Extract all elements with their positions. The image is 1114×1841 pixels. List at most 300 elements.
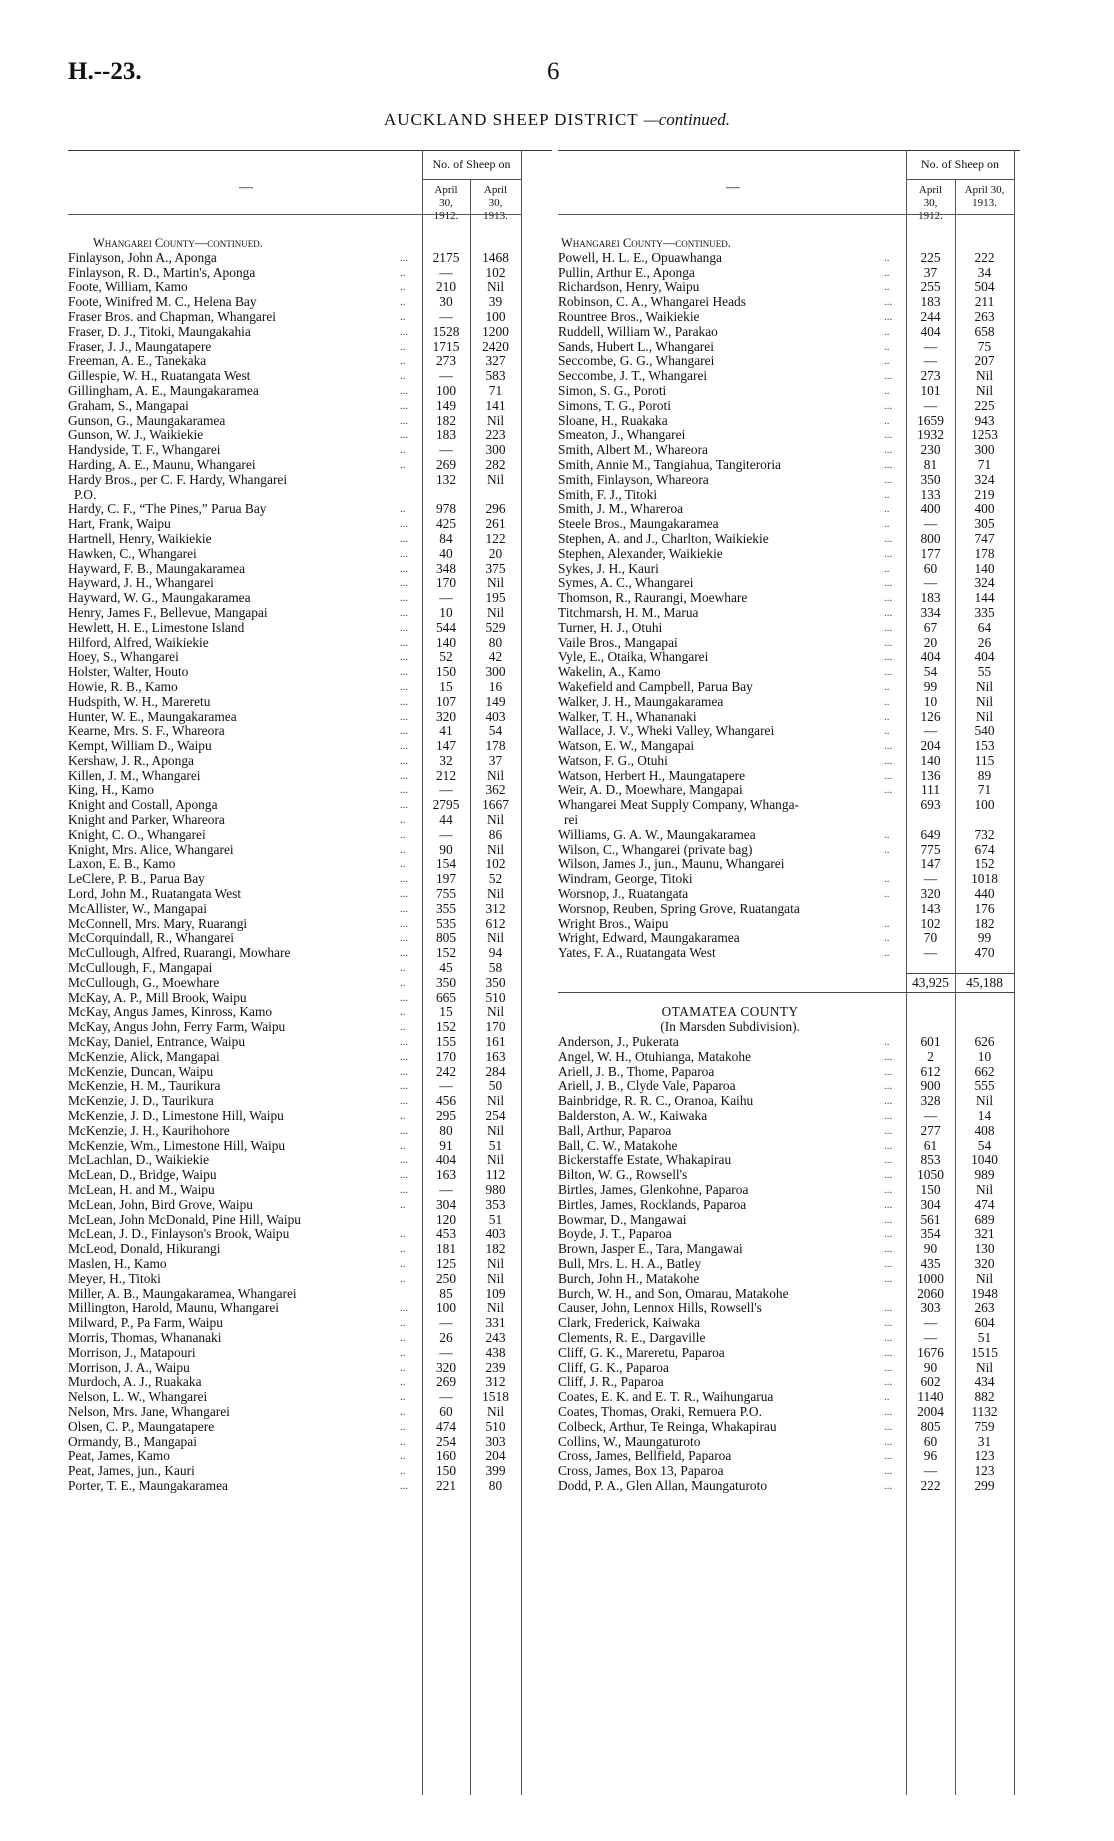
- sheep-1913: 327: [485, 353, 506, 369]
- sheep-1912: 40: [439, 545, 453, 561]
- sheep-1913: 51: [977, 1329, 992, 1345]
- leader-dots: ...: [400, 740, 409, 753]
- sheep-1912: 425: [435, 516, 457, 532]
- table-row: [558, 946, 1020, 961]
- sheep-1913: 195: [485, 590, 506, 606]
- table-row: [558, 532, 1020, 547]
- sheep-1912: 204: [920, 738, 941, 754]
- leader-dots: ...: [400, 651, 409, 664]
- leader-dots: ...: [400, 636, 409, 649]
- sheep-1912: 125: [435, 1255, 457, 1271]
- sheep-1913: 1200: [482, 323, 509, 339]
- owner-name: Worsnop, J., Ruatangata: [558, 887, 689, 902]
- sheep-1913: Nil: [975, 1093, 994, 1109]
- header-rule: [906, 179, 1014, 180]
- leader-dots: ...: [884, 1331, 893, 1344]
- table-row: [68, 857, 552, 872]
- sheep-1913: 759: [974, 1418, 995, 1434]
- sheep-1912: 96: [923, 1448, 938, 1464]
- sheep-1912: 242: [435, 1063, 457, 1079]
- table-row: [68, 1242, 552, 1257]
- table-row: [558, 931, 1020, 946]
- sheep-1912: 143: [920, 900, 941, 916]
- header-bottom-rule: [558, 214, 1014, 215]
- sheep-1912: 32: [439, 752, 453, 768]
- leader-dots: ...: [884, 784, 893, 797]
- sheep-1912: 354: [920, 1226, 941, 1242]
- leader-dots: ..: [400, 1376, 406, 1389]
- sheep-1913: 140: [974, 560, 995, 576]
- table-row: [68, 680, 552, 695]
- sheep-1912: 84: [439, 530, 453, 546]
- owner-name: McKay, Angus James, Kinross, Kamo: [68, 1005, 273, 1020]
- table-row: [68, 517, 552, 532]
- table-row: [68, 1257, 552, 1272]
- owner-name: Coates, Thomas, Oraki, Remuera P.O.: [558, 1404, 762, 1419]
- leader-dots: ..: [884, 1391, 890, 1404]
- sheep-1913: 399: [485, 1463, 506, 1479]
- sheep-1913: 254: [485, 1108, 506, 1124]
- sheep-1913: 1040: [971, 1152, 998, 1168]
- sheep-1912: 404: [920, 323, 941, 339]
- sheep-1913: 300: [485, 442, 506, 458]
- table-row: [558, 1420, 1020, 1435]
- owner-name: McCullough, G., Moewhare: [68, 975, 220, 990]
- leader-dots: ...: [884, 296, 893, 309]
- table-row: [68, 739, 552, 754]
- owner-name: Gillingham, A. E., Maungakaramea: [68, 383, 259, 398]
- owner-name: Smith, Albert M., Whareora: [558, 443, 708, 458]
- sheep-1912: 107: [435, 693, 457, 709]
- table-row: [558, 310, 1020, 325]
- leader-dots: ..: [400, 1139, 406, 1152]
- owner-name: Wakefield and Campbell, Parua Bay: [558, 679, 753, 694]
- leader-dots: ...: [400, 917, 409, 930]
- leader-dots: ...: [884, 429, 893, 442]
- leader-dots: ..: [400, 310, 406, 323]
- owner-name: Morrison, J. A., Waipu: [68, 1360, 190, 1375]
- owner-name: McCorquindall, R., Whangarei: [68, 931, 234, 946]
- sheep-1913: 109: [485, 1285, 506, 1301]
- leader-dots: ..: [884, 873, 890, 886]
- leader-dots: ...: [400, 769, 409, 782]
- table-row: [68, 1153, 552, 1168]
- table-row: [558, 813, 1020, 828]
- leader-dots: ...: [400, 1036, 409, 1049]
- sheep-1913: 64: [977, 619, 992, 635]
- leader-dots: ...: [400, 725, 409, 738]
- owner-name: McKenzie, H. M., Taurikura: [68, 1079, 221, 1094]
- table-row: [68, 1213, 552, 1228]
- sheep-1913: 303: [485, 1433, 506, 1449]
- owner-name: Williams, G. A. W., Maungakaramea: [558, 827, 756, 842]
- table-row: [68, 665, 552, 680]
- table-row: [558, 1109, 1020, 1124]
- sheep-1913: 510: [485, 1418, 506, 1434]
- owner-name: Hoey, S., Whangarei: [68, 650, 179, 665]
- sheep-1913: Nil: [486, 1300, 505, 1316]
- table-row: [68, 1183, 552, 1198]
- sheep-1912: 140: [435, 634, 457, 650]
- leader-dots: ...: [884, 1213, 893, 1226]
- sheep-1912: 170: [435, 575, 457, 591]
- leader-dots: ...: [400, 1095, 409, 1108]
- sheep-1913: 54: [488, 723, 503, 739]
- table-row: [558, 769, 1020, 784]
- sheep-1913: Nil: [975, 382, 994, 398]
- county-heading: Whangarei County—continued.: [93, 236, 263, 250]
- leader-dots: ..: [400, 1465, 406, 1478]
- owner-name: Ball, C. W., Matakohe: [558, 1138, 678, 1153]
- sheep-1913: 80: [488, 1477, 503, 1493]
- table-row: [68, 562, 552, 577]
- owner-name: Richardson, Henry, Waipu: [558, 280, 700, 295]
- leader-dots: ...: [884, 1361, 893, 1374]
- sheep-1912: 41: [439, 723, 453, 739]
- sheep-1913: 943: [974, 412, 995, 428]
- owner-name: Rountree Bros., Waikiekie: [558, 309, 700, 324]
- table-row: [558, 650, 1020, 665]
- table-row: [558, 724, 1020, 739]
- table-row: [558, 1183, 1020, 1198]
- sheep-1913: 176: [974, 900, 995, 916]
- table-row: [68, 428, 552, 443]
- sheep-1912: 85: [439, 1285, 453, 1301]
- sheep-1913: 403: [485, 708, 506, 724]
- owner-name: Morris, Thomas, Whananaki: [68, 1330, 222, 1345]
- sheep-1912: —: [439, 442, 453, 458]
- sheep-1912: 474: [435, 1418, 457, 1434]
- sheep-1912: 60: [439, 1403, 453, 1419]
- leader-dots: ...: [884, 1465, 893, 1478]
- sheep-1912: 273: [435, 353, 457, 369]
- sheep-1912: 90: [923, 1241, 938, 1257]
- sheep-1913: 555: [974, 1078, 995, 1094]
- sheep-1912: 102: [920, 915, 941, 931]
- owner-name: Walker, J. H., Maungakaramea: [558, 694, 724, 709]
- owner-name: Symes, A. C., Whangarei: [558, 576, 694, 591]
- sheep-1913: 112: [485, 1167, 506, 1183]
- leader-dots: ...: [884, 1346, 893, 1359]
- sheep-1913: 86: [488, 826, 503, 842]
- sheep-1913: 170: [485, 1019, 506, 1035]
- leader-dots: ..: [400, 976, 406, 989]
- total-1912: 43,925: [912, 974, 949, 990]
- sheep-1912: —: [439, 826, 453, 842]
- sheep-1913: 182: [974, 915, 995, 931]
- table-row: [558, 606, 1020, 621]
- county-heading: (In Marsden Subdivision).: [660, 1020, 800, 1035]
- owner-name: Gunson, G., Maungakaramea: [68, 413, 226, 428]
- sheep-1913: 31: [977, 1433, 992, 1449]
- sheep-1913: 689: [974, 1211, 995, 1227]
- table-row: [68, 1124, 552, 1139]
- owner-name: Hilford, Alfred, Waikiekie: [68, 635, 209, 650]
- owner-name: Bull, Mrs. L. H. A., Batley: [558, 1256, 702, 1271]
- sheep-1912: 544: [435, 619, 457, 635]
- table-row: [68, 266, 552, 281]
- sheep-1913: 99: [977, 930, 992, 946]
- leader-dots: ...: [884, 1272, 893, 1285]
- table-row: [68, 325, 552, 340]
- owner-name: Fraser, J. J., Maungatapere: [68, 339, 212, 354]
- owner-name: Stephen, Alexander, Waikiekie: [558, 546, 723, 561]
- sheep-1912: 61: [923, 1137, 938, 1153]
- table-body: [558, 236, 1020, 1494]
- owner-name: Wright Bros., Waipu: [558, 916, 669, 931]
- sheep-1912: 435: [920, 1255, 941, 1271]
- table-row: [558, 1346, 1020, 1361]
- table-row: [558, 502, 1020, 517]
- sheep-1912: 775: [920, 841, 941, 857]
- leader-dots: ...: [400, 621, 409, 634]
- sheep-1912: 182: [435, 412, 457, 428]
- owner-name: Foote, Winifred M. C., Helena Bay: [68, 295, 257, 310]
- table-row: [68, 991, 552, 1006]
- owner-name: rei: [564, 813, 579, 828]
- sheep-1913: 263: [974, 1300, 995, 1316]
- leader-dots: ..: [400, 1391, 406, 1404]
- table-row: [558, 517, 1020, 532]
- owner-name: Boyde, J. T., Paparoa: [558, 1227, 672, 1242]
- leader-dots: ..: [884, 695, 890, 708]
- owner-name: Brown, Jasper E., Tara, Mangawai: [558, 1242, 743, 1257]
- sheep-1912: 132: [435, 471, 457, 487]
- owner-name: Kearne, Mrs. S. F., Whareora: [68, 724, 225, 739]
- sheep-1913: 58: [488, 960, 503, 976]
- table-row: [68, 443, 552, 458]
- table-row: [68, 1272, 552, 1287]
- table-row: [68, 414, 552, 429]
- sheep-1913: 71: [977, 456, 992, 472]
- owner-name: Hardy, C. F., “The Pines,” Parua Bay: [68, 502, 267, 517]
- owner-name: McKay, A. P., Mill Brook, Waipu: [68, 990, 247, 1005]
- table-row: [558, 1390, 1020, 1405]
- sheep-1913: 239: [485, 1359, 506, 1375]
- table-row: [558, 1139, 1020, 1154]
- sheep-1912: 90: [439, 841, 453, 857]
- leader-dots: ...: [884, 1317, 893, 1330]
- sheep-1912: 15: [439, 1004, 453, 1020]
- leader-dots: ..: [400, 296, 406, 309]
- sheep-1913: 529: [485, 619, 506, 635]
- sheep-1913: 583: [485, 368, 506, 384]
- sheep-1912: —: [439, 264, 453, 280]
- sheep-1912: 37: [923, 264, 938, 280]
- table-row: [558, 621, 1020, 636]
- owner-name: Howie, R. B., Kamo: [68, 679, 178, 694]
- sheep-1913: Nil: [486, 604, 505, 620]
- sheep-1912: 561: [920, 1211, 941, 1227]
- leader-dots: ..: [400, 1346, 406, 1359]
- sheep-1913: Nil: [975, 1182, 994, 1197]
- sheep-1913: Nil: [486, 1270, 505, 1286]
- table-row: [558, 1050, 1020, 1065]
- sheep-1913: 353: [485, 1196, 506, 1212]
- leader-dots: ...: [884, 1435, 893, 1448]
- leader-dots: ..: [884, 503, 890, 516]
- leader-dots: ..: [400, 1450, 406, 1463]
- sheep-1912: 150: [435, 664, 457, 680]
- sheep-1913: 350: [485, 974, 506, 990]
- sheep-1912: 52: [439, 649, 453, 665]
- sheep-1913: 178: [485, 738, 506, 754]
- leader-dots: ...: [400, 414, 409, 427]
- owner-name: Handyside, T. F., Whangarei: [68, 443, 221, 458]
- sheep-1913: Nil: [486, 279, 505, 295]
- leader-dots: ...: [884, 1154, 893, 1167]
- sheep-1913: 438: [485, 1344, 506, 1360]
- leader-dots: ..: [884, 355, 890, 368]
- sheep-1913: 51: [488, 1137, 503, 1153]
- sheep-1913: Nil: [486, 412, 505, 428]
- owner-name: Burch, W. H., and Son, Omarau, Matakohe: [558, 1286, 789, 1301]
- sheep-1912: 693: [920, 797, 941, 813]
- sheep-1913: 54: [977, 1137, 992, 1153]
- sheep-1912: 44: [439, 812, 453, 828]
- leader-dots: ...: [400, 1479, 409, 1492]
- owner-name: Robinson, C. A., Whangarei Heads: [558, 295, 746, 310]
- leader-dots: ...: [400, 577, 409, 590]
- table-row: [68, 931, 552, 946]
- leader-dots: ...: [400, 1169, 409, 1182]
- sheep-1912: 152: [435, 1019, 457, 1035]
- leader-dots: ..: [400, 1317, 406, 1330]
- sheep-1913: 122: [485, 530, 506, 546]
- leader-dots: ..: [400, 340, 406, 353]
- table-row: [558, 414, 1020, 429]
- owner-name: Foote, William, Kamo: [68, 280, 188, 295]
- owner-name: Knight, Mrs. Alice, Whangarei: [68, 842, 234, 857]
- sheep-1912: 20: [923, 634, 938, 650]
- sheep-1912: 1528: [432, 323, 460, 339]
- sheep-1913: 153: [974, 738, 995, 754]
- owner-name: Cliff, J. R., Paparoa: [558, 1375, 664, 1390]
- sheep-1913: Nil: [975, 1359, 994, 1375]
- table-row: [558, 843, 1020, 858]
- sheep-1912: 133: [920, 486, 941, 502]
- table-row: [558, 488, 1020, 503]
- table-row: [558, 399, 1020, 414]
- sheep-1913: 362: [485, 782, 506, 798]
- leader-dots: ..: [400, 266, 406, 279]
- owner-name: Pullin, Arthur E., Aponga: [558, 265, 695, 280]
- sheep-1913: 20: [488, 545, 503, 561]
- sheep-1912: 328: [920, 1093, 941, 1109]
- sheep-1913: 1018: [971, 871, 998, 887]
- owner-name: Hudspith, W. H., Mareretu: [68, 694, 211, 709]
- leader-dots: ..: [884, 932, 890, 945]
- sheep-1912: 665: [435, 989, 457, 1005]
- leader-dots: ...: [400, 710, 409, 723]
- sheep-1913: 34: [977, 264, 992, 280]
- owner-name: Balderston, A. W., Kaiwaka: [558, 1109, 708, 1124]
- sheep-1912: 147: [920, 856, 941, 872]
- table-row: [68, 636, 552, 651]
- owner-name: Smith, Finlayson, Whareora: [558, 472, 709, 487]
- leader-dots: ...: [400, 384, 409, 397]
- owner-name: Freeman, A. E., Tanekaka: [68, 354, 207, 369]
- header-year-1913: April 30, 1913.: [483, 184, 508, 222]
- sheep-1913: 51: [488, 1211, 503, 1227]
- leader-dots: ..: [400, 1110, 406, 1123]
- sheep-1912: 212: [435, 767, 457, 783]
- table-row: [68, 828, 552, 843]
- sheep-1913: 2420: [482, 338, 509, 354]
- sheep-1912: 197: [435, 871, 457, 887]
- leader-dots: ..: [884, 710, 890, 723]
- leader-dots: ..: [400, 858, 406, 871]
- table-row: [68, 754, 552, 769]
- sheep-1913: 80: [488, 634, 503, 650]
- table-row: [68, 1375, 552, 1390]
- sheep-1912: 99: [923, 678, 938, 694]
- leader-dots: ...: [884, 636, 893, 649]
- sheep-1912: 1932: [917, 427, 944, 443]
- sheep-1912: 221: [435, 1477, 457, 1493]
- sheep-1913: 284: [485, 1063, 506, 1079]
- leader-dots: ...: [400, 1184, 409, 1196]
- leader-dots: ..: [884, 1036, 890, 1049]
- table-row: [68, 1331, 552, 1346]
- leader-dots: ...: [400, 666, 409, 679]
- owner-name: Causer, John, Lennox Hills, Rowsell's: [558, 1301, 762, 1316]
- leader-dots: ...: [884, 1376, 893, 1389]
- sheep-1912: —: [439, 1344, 453, 1360]
- owner-name: Laxon, E. B., Kamo: [68, 857, 176, 872]
- sheep-1912: 1000: [917, 1270, 944, 1286]
- sheep-1913: 152: [974, 856, 995, 872]
- sheep-1912: —: [923, 723, 938, 739]
- owner-name: Yates, F. A., Ruatangata West: [558, 946, 716, 961]
- owner-name: Simons, T. G., Poroti: [558, 398, 671, 413]
- sheep-1913: Nil: [486, 1093, 505, 1109]
- sheep-1913: 434: [974, 1374, 995, 1390]
- owner-name: Wallace, J. V., Wheki Valley, Whangarei: [558, 724, 775, 739]
- sheep-1912: 602: [920, 1374, 941, 1390]
- sheep-1913: 225: [974, 397, 995, 413]
- table-row: [68, 280, 552, 295]
- table-row: [558, 1094, 1020, 1109]
- header-year-1913: April 30, 1913.: [964, 184, 1005, 209]
- leader-dots: ..: [884, 488, 890, 501]
- table-row: [558, 976, 1020, 991]
- leader-dots: ...: [884, 473, 893, 486]
- owner-name: Harding, A. E., Maunu, Whangarei: [68, 457, 256, 472]
- sheep-1912: —: [439, 368, 453, 384]
- leader-dots: ...: [400, 888, 409, 901]
- table-row: [68, 1346, 552, 1361]
- table-row: [68, 946, 552, 961]
- table-row: [558, 1301, 1020, 1316]
- leader-dots: ..: [400, 843, 406, 856]
- sheep-1912: 800: [920, 530, 941, 546]
- table-row: [558, 887, 1020, 902]
- table-row: [558, 1257, 1020, 1272]
- owner-name: Wright, Edward, Maungakaramea: [558, 931, 740, 946]
- leader-dots: ...: [884, 1065, 893, 1078]
- leader-dots: ...: [884, 1124, 893, 1137]
- leader-dots: ..: [884, 888, 890, 901]
- sheep-1912: 91: [439, 1137, 453, 1153]
- table-row: [68, 384, 552, 399]
- owner-name: Hardy Bros., per C. F. Hardy, Whangarei: [68, 472, 288, 487]
- table-row: [68, 1287, 552, 1302]
- sheep-1912: 147: [435, 738, 457, 754]
- table-row: [558, 354, 1020, 369]
- sheep-1913: 211: [974, 294, 995, 310]
- owner-name: McLean, D., Bridge, Waipu: [68, 1168, 217, 1183]
